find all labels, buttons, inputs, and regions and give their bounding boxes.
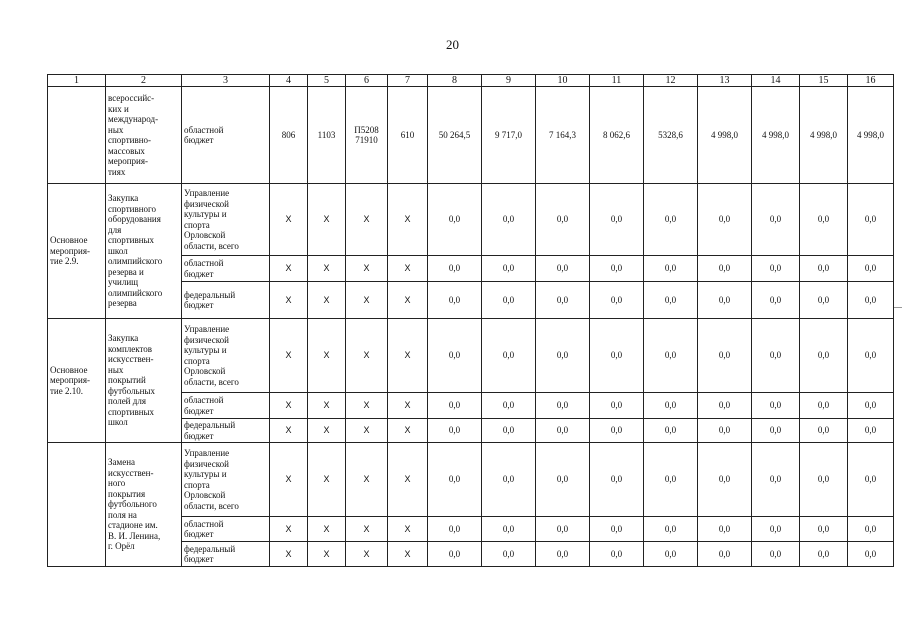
x-mark-cell: Х (388, 542, 428, 567)
code-cell: П5208 71910 (346, 87, 388, 184)
value-cell: 50 264,5 (428, 87, 482, 184)
x-mark-cell: Х (346, 517, 388, 542)
value-cell: 0,0 (536, 517, 590, 542)
value-cell: 0,0 (590, 419, 644, 443)
value-cell: 0,0 (536, 443, 590, 517)
value-cell: 0,0 (428, 256, 482, 282)
header-row (48, 75, 894, 87)
value-cell: 4 998,0 (698, 87, 752, 184)
value-cell: 4 998,0 (752, 87, 800, 184)
table-row (48, 184, 894, 256)
value-cell: 0,0 (644, 184, 698, 256)
x-mark-cell: Х (346, 419, 388, 443)
source-cell: областной бюджет (182, 256, 270, 282)
column-number: 5 (308, 75, 346, 87)
value-cell: 0,0 (800, 282, 848, 319)
value-cell: 0,0 (698, 542, 752, 567)
description-cell: Замена искусствен- ного покрытия футбольного поля на стадионе им. В. И. Ленина, г. Орёл (106, 443, 182, 567)
value-cell: 0,0 (698, 419, 752, 443)
x-mark-cell: Х (308, 319, 346, 393)
value-cell: 0,0 (800, 443, 848, 517)
value-cell: 0,0 (536, 184, 590, 256)
value-cell: 0,0 (428, 184, 482, 256)
value-cell: 0,0 (536, 542, 590, 567)
value-cell: 0,0 (644, 542, 698, 567)
description-cell: Закупка спортивного оборудования для спортивных школ олимпийского резерва и училищ олимпийского резерва (106, 184, 182, 319)
column-number: 13 (698, 75, 752, 87)
value-cell: 0,0 (698, 184, 752, 256)
x-mark-cell: Х (388, 184, 428, 256)
x-mark-cell: Х (270, 319, 308, 393)
table-row (48, 443, 894, 517)
value-cell: 0,0 (482, 393, 536, 419)
description-cell: Закупка комплектов искусствен- ных покрытий футбольных полей для спортивных школ (106, 319, 182, 443)
source-cell: Управление физической культуры и спорта Орловской области, всего (182, 319, 270, 393)
value-cell: 0,0 (536, 419, 590, 443)
measure-cell (48, 443, 106, 567)
value-cell: 0,0 (644, 443, 698, 517)
value-cell: 0,0 (752, 184, 800, 256)
x-mark-cell: Х (308, 443, 346, 517)
value-cell: 0,0 (428, 419, 482, 443)
source-cell: Управление физической культуры и спорта Орловской области, всего (182, 443, 270, 517)
value-cell: 0,0 (590, 282, 644, 319)
value-cell: 0,0 (848, 319, 894, 393)
value-cell: 0,0 (698, 256, 752, 282)
value-cell: 4 998,0 (800, 87, 848, 184)
value-cell: 0,0 (848, 542, 894, 567)
source-cell: областной бюджет (182, 517, 270, 542)
value-cell: 0,0 (590, 319, 644, 393)
value-cell: 0,0 (644, 517, 698, 542)
value-cell: 0,0 (428, 319, 482, 393)
value-cell: 0,0 (848, 184, 894, 256)
value-cell: 0,0 (536, 393, 590, 419)
x-mark-cell: Х (308, 282, 346, 319)
value-cell: 0,0 (698, 393, 752, 419)
measure-cell: Основное мероприя- тие 2.9. (48, 184, 106, 319)
column-number: 3 (182, 75, 270, 87)
x-mark-cell: Х (346, 393, 388, 419)
x-mark-cell: Х (308, 256, 346, 282)
column-number: 16 (848, 75, 894, 87)
x-mark-cell: Х (346, 319, 388, 393)
value-cell: 0,0 (752, 517, 800, 542)
value-cell: 0,0 (590, 542, 644, 567)
value-cell: 0,0 (428, 393, 482, 419)
column-number: 11 (590, 75, 644, 87)
value-cell: 0,0 (752, 256, 800, 282)
value-cell: 0,0 (752, 282, 800, 319)
column-number: 9 (482, 75, 536, 87)
value-cell: 0,0 (428, 282, 482, 319)
value-cell: 7 164,3 (536, 87, 590, 184)
value-cell: 0,0 (482, 517, 536, 542)
description-cell: всероссийс- ких и международ- ных спортивно- массовых мероприя- тиях (106, 87, 182, 184)
column-number: 8 (428, 75, 482, 87)
column-number: 1 (48, 75, 106, 87)
source-cell: Управление физической культуры и спорта Орловской области, всего (182, 184, 270, 256)
column-number: 12 (644, 75, 698, 87)
value-cell: 0,0 (800, 256, 848, 282)
value-cell: 0,0 (848, 393, 894, 419)
value-cell: 0,0 (482, 282, 536, 319)
value-cell: 0,0 (752, 319, 800, 393)
x-mark-cell: Х (308, 393, 346, 419)
table-row (48, 319, 894, 393)
x-mark-cell: Х (388, 282, 428, 319)
value-cell: 0,0 (800, 517, 848, 542)
value-cell: 0,0 (752, 443, 800, 517)
value-cell: 0,0 (644, 419, 698, 443)
value-cell: 0,0 (590, 393, 644, 419)
column-number: 14 (752, 75, 800, 87)
column-number: 4 (270, 75, 308, 87)
source-cell: федеральный бюджет (182, 282, 270, 319)
margin-mark (894, 307, 902, 308)
x-mark-cell: Х (346, 443, 388, 517)
value-cell: 0,0 (752, 393, 800, 419)
value-cell: 0,0 (482, 542, 536, 567)
value-cell: 0,0 (482, 319, 536, 393)
x-mark-cell: Х (270, 517, 308, 542)
value-cell: 0,0 (482, 256, 536, 282)
x-mark-cell: Х (388, 256, 428, 282)
value-cell: 0,0 (800, 184, 848, 256)
value-cell: 0,0 (428, 517, 482, 542)
value-cell: 0,0 (482, 184, 536, 256)
value-cell: 0,0 (644, 393, 698, 419)
x-mark-cell: Х (346, 282, 388, 319)
code-cell: 610 (388, 87, 428, 184)
column-number: 15 (800, 75, 848, 87)
value-cell: 0,0 (482, 443, 536, 517)
value-cell: 0,0 (800, 393, 848, 419)
x-mark-cell: Х (308, 419, 346, 443)
value-cell: 0,0 (590, 443, 644, 517)
x-mark-cell: Х (270, 443, 308, 517)
x-mark-cell: Х (388, 443, 428, 517)
page-number: 20 (446, 37, 459, 52)
column-number: 6 (346, 75, 388, 87)
value-cell: 0,0 (536, 319, 590, 393)
x-mark-cell: Х (270, 184, 308, 256)
value-cell: 0,0 (644, 282, 698, 319)
value-cell: 9 717,0 (482, 87, 536, 184)
value-cell: 0,0 (698, 282, 752, 319)
x-mark-cell: Х (308, 184, 346, 256)
x-mark-cell: Х (388, 517, 428, 542)
value-cell: 0,0 (590, 517, 644, 542)
x-mark-cell: Х (388, 319, 428, 393)
value-cell: 0,0 (482, 419, 536, 443)
value-cell: 0,0 (800, 419, 848, 443)
value-cell: 0,0 (848, 419, 894, 443)
value-cell: 0,0 (752, 419, 800, 443)
measure-cell: Основное мероприя- тие 2.10. (48, 319, 106, 443)
value-cell: 0,0 (590, 256, 644, 282)
x-mark-cell: Х (388, 393, 428, 419)
value-cell: 0,0 (848, 517, 894, 542)
value-cell: 8 062,6 (590, 87, 644, 184)
budget-table (47, 74, 894, 567)
source-cell: федеральный бюджет (182, 542, 270, 567)
x-mark-cell: Х (270, 419, 308, 443)
source-cell: областной бюджет (182, 393, 270, 419)
value-cell: 0,0 (800, 542, 848, 567)
code-cell: 806 (270, 87, 308, 184)
value-cell: 0,0 (536, 256, 590, 282)
value-cell: 0,0 (590, 184, 644, 256)
column-number: 10 (536, 75, 590, 87)
source-cell: федеральный бюджет (182, 419, 270, 443)
x-mark-cell: Х (308, 542, 346, 567)
x-mark-cell: Х (308, 517, 346, 542)
value-cell: 0,0 (848, 443, 894, 517)
source-cell: областной бюджет (182, 87, 270, 184)
value-cell: 0,0 (698, 517, 752, 542)
value-cell: 0,0 (752, 542, 800, 567)
value-cell: 0,0 (428, 542, 482, 567)
x-mark-cell: Х (270, 256, 308, 282)
x-mark-cell: Х (346, 542, 388, 567)
table-row (48, 87, 894, 184)
measure-cell (48, 87, 106, 184)
value-cell: 0,0 (428, 443, 482, 517)
x-mark-cell: Х (346, 184, 388, 256)
x-mark-cell: Х (270, 282, 308, 319)
value-cell: 0,0 (644, 319, 698, 393)
value-cell: 0,0 (848, 256, 894, 282)
value-cell: 0,0 (698, 443, 752, 517)
x-mark-cell: Х (270, 542, 308, 567)
value-cell: 0,0 (644, 256, 698, 282)
value-cell: 0,0 (800, 319, 848, 393)
value-cell: 0,0 (848, 282, 894, 319)
code-cell: 1103 (308, 87, 346, 184)
value-cell: 4 998,0 (848, 87, 894, 184)
value-cell: 0,0 (536, 282, 590, 319)
column-number: 2 (106, 75, 182, 87)
x-mark-cell: Х (388, 419, 428, 443)
column-number: 7 (388, 75, 428, 87)
value-cell: 0,0 (698, 319, 752, 393)
x-mark-cell: Х (346, 256, 388, 282)
x-mark-cell: Х (270, 393, 308, 419)
value-cell: 5328,6 (644, 87, 698, 184)
